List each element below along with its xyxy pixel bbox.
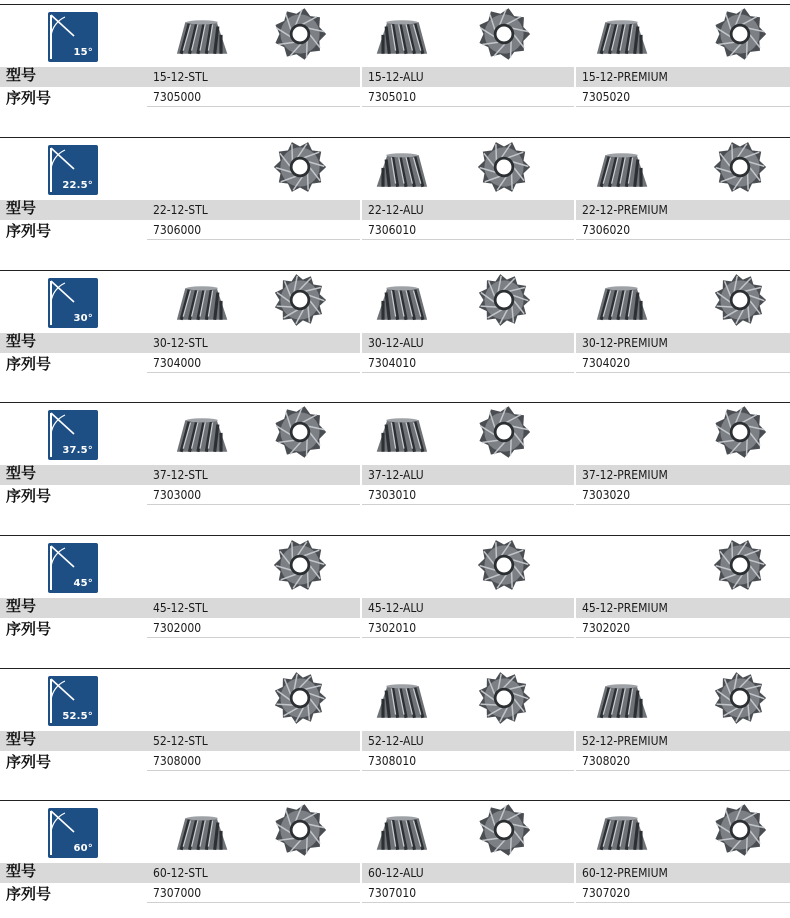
angle-value: 60°: [73, 843, 93, 854]
serial-cell: 7302000: [147, 618, 360, 638]
model-cell: 15-12-PREMIUM: [576, 67, 790, 87]
product-group: [0, 402, 790, 517]
cutter-side-image: [372, 149, 436, 195]
cutter-side-image: [372, 414, 436, 460]
serial-cell: 7305000: [147, 87, 360, 107]
model-cell: 45-12-ALU: [362, 598, 574, 618]
angle-value: 45°: [73, 578, 93, 589]
serial-cell: 7306020: [576, 220, 790, 240]
divider-rule: [0, 800, 790, 801]
model-cell: 60-12-PREMIUM: [576, 863, 790, 883]
model-cell: 22-12-PREMIUM: [576, 200, 790, 220]
model-label: 型号: [6, 597, 37, 615]
angle-badge: [48, 543, 98, 593]
divider-rule: [0, 535, 790, 536]
cutter-front-image: [476, 802, 532, 862]
cutter-side-image: [168, 414, 232, 460]
model-cell: 37-12-PREMIUM: [576, 465, 790, 485]
cutter-front-image: [712, 404, 768, 464]
serial-cell: 7303010: [362, 485, 574, 505]
product-group: [0, 270, 790, 385]
angle-badge: [48, 12, 98, 62]
cutter-front-image: [272, 670, 328, 730]
model-cell: 45-12-PREMIUM: [576, 598, 790, 618]
model-label: 型号: [6, 66, 37, 84]
serial-cell: 7307010: [362, 883, 574, 903]
serial-cell: 7308000: [147, 751, 360, 771]
model-cell: 37-12-ALU: [362, 465, 574, 485]
cutter-side-image: [372, 16, 436, 62]
model-label: 型号: [6, 332, 37, 350]
model-cell: 30-12-STL: [147, 333, 360, 353]
product-group: [0, 137, 790, 252]
cutter-side-image: [588, 282, 652, 328]
angle-badge: [48, 676, 98, 726]
cutter-front-image: [272, 6, 328, 66]
cutter-front-image: [476, 272, 532, 332]
cutter-front-image: [712, 537, 768, 597]
cutter-front-image: [712, 6, 768, 66]
cutter-front-image: [272, 802, 328, 862]
model-cell: 15-12-ALU: [362, 67, 574, 87]
model-cell: 37-12-STL: [147, 465, 360, 485]
serial-label: 序列号: [6, 89, 52, 107]
model-label: 型号: [6, 862, 37, 880]
cutter-front-image: [272, 404, 328, 464]
cutter-side-image: [588, 812, 652, 858]
divider-rule: [0, 668, 790, 669]
cutter-front-image: [272, 139, 328, 199]
cutter-front-image: [476, 670, 532, 730]
cutter-side-image: [168, 16, 232, 62]
cutter-front-image: [272, 272, 328, 332]
product-group: [0, 535, 790, 650]
angle-badge: [48, 808, 98, 858]
cutter-side-image: [588, 16, 652, 62]
cutter-front-image: [272, 537, 328, 597]
cutter-front-image: [712, 670, 768, 730]
cutter-front-image: [712, 802, 768, 862]
model-cell: 30-12-ALU: [362, 333, 574, 353]
serial-cell: 7308010: [362, 751, 574, 771]
angle-value: 52.5°: [62, 711, 93, 722]
cutter-side-image: [168, 282, 232, 328]
cutter-side-image: [588, 680, 652, 726]
model-label: 型号: [6, 199, 37, 217]
angle-value: 30°: [73, 313, 93, 324]
product-group: [0, 668, 790, 783]
angle-value: 37.5°: [62, 445, 93, 456]
model-label: 型号: [6, 464, 37, 482]
model-cell: 52-12-PREMIUM: [576, 731, 790, 751]
cutter-front-image: [476, 6, 532, 66]
product-group: [0, 4, 790, 119]
serial-cell: 7302020: [576, 618, 790, 638]
cutter-front-image: [712, 272, 768, 332]
divider-rule: [0, 270, 790, 271]
angle-badge: [48, 410, 98, 460]
cutter-side-image: [168, 812, 232, 858]
angle-value: 22.5°: [62, 180, 93, 191]
cutter-side-image: [372, 812, 436, 858]
divider-rule: [0, 4, 790, 5]
cutter-side-image: [372, 680, 436, 726]
serial-cell: 7306010: [362, 220, 574, 240]
serial-cell: 7302010: [362, 618, 574, 638]
divider-rule: [0, 137, 790, 138]
serial-cell: 7304010: [362, 353, 574, 373]
serial-label: 序列号: [6, 620, 52, 638]
cutter-front-image: [476, 537, 532, 597]
serial-cell: 7308020: [576, 751, 790, 771]
model-cell: 45-12-STL: [147, 598, 360, 618]
model-cell: 52-12-ALU: [362, 731, 574, 751]
serial-cell: 7303020: [576, 485, 790, 505]
serial-cell: 7304020: [576, 353, 790, 373]
serial-cell: 7307000: [147, 883, 360, 903]
model-cell: 15-12-STL: [147, 67, 360, 87]
model-cell: 60-12-ALU: [362, 863, 574, 883]
model-cell: 22-12-ALU: [362, 200, 574, 220]
serial-cell: 7303000: [147, 485, 360, 505]
serial-label: 序列号: [6, 753, 52, 771]
angle-value: 15°: [73, 47, 93, 58]
angle-badge: [48, 278, 98, 328]
model-cell: 52-12-STL: [147, 731, 360, 751]
model-cell: 22-12-STL: [147, 200, 360, 220]
angle-badge: [48, 145, 98, 195]
serial-label: 序列号: [6, 885, 52, 903]
divider-rule: [0, 402, 790, 403]
serial-label: 序列号: [6, 222, 52, 240]
serial-cell: 7305010: [362, 87, 574, 107]
product-group: [0, 800, 790, 915]
cutter-front-image: [712, 139, 768, 199]
serial-cell: 7305020: [576, 87, 790, 107]
model-cell: 60-12-STL: [147, 863, 360, 883]
cutter-front-image: [476, 404, 532, 464]
model-label: 型号: [6, 730, 37, 748]
serial-label: 序列号: [6, 487, 52, 505]
serial-cell: 7306000: [147, 220, 360, 240]
serial-cell: 7304000: [147, 353, 360, 373]
serial-label: 序列号: [6, 355, 52, 373]
cutter-side-image: [588, 149, 652, 195]
cutter-side-image: [372, 282, 436, 328]
model-cell: 30-12-PREMIUM: [576, 333, 790, 353]
serial-cell: 7307020: [576, 883, 790, 903]
cutter-front-image: [476, 139, 532, 199]
